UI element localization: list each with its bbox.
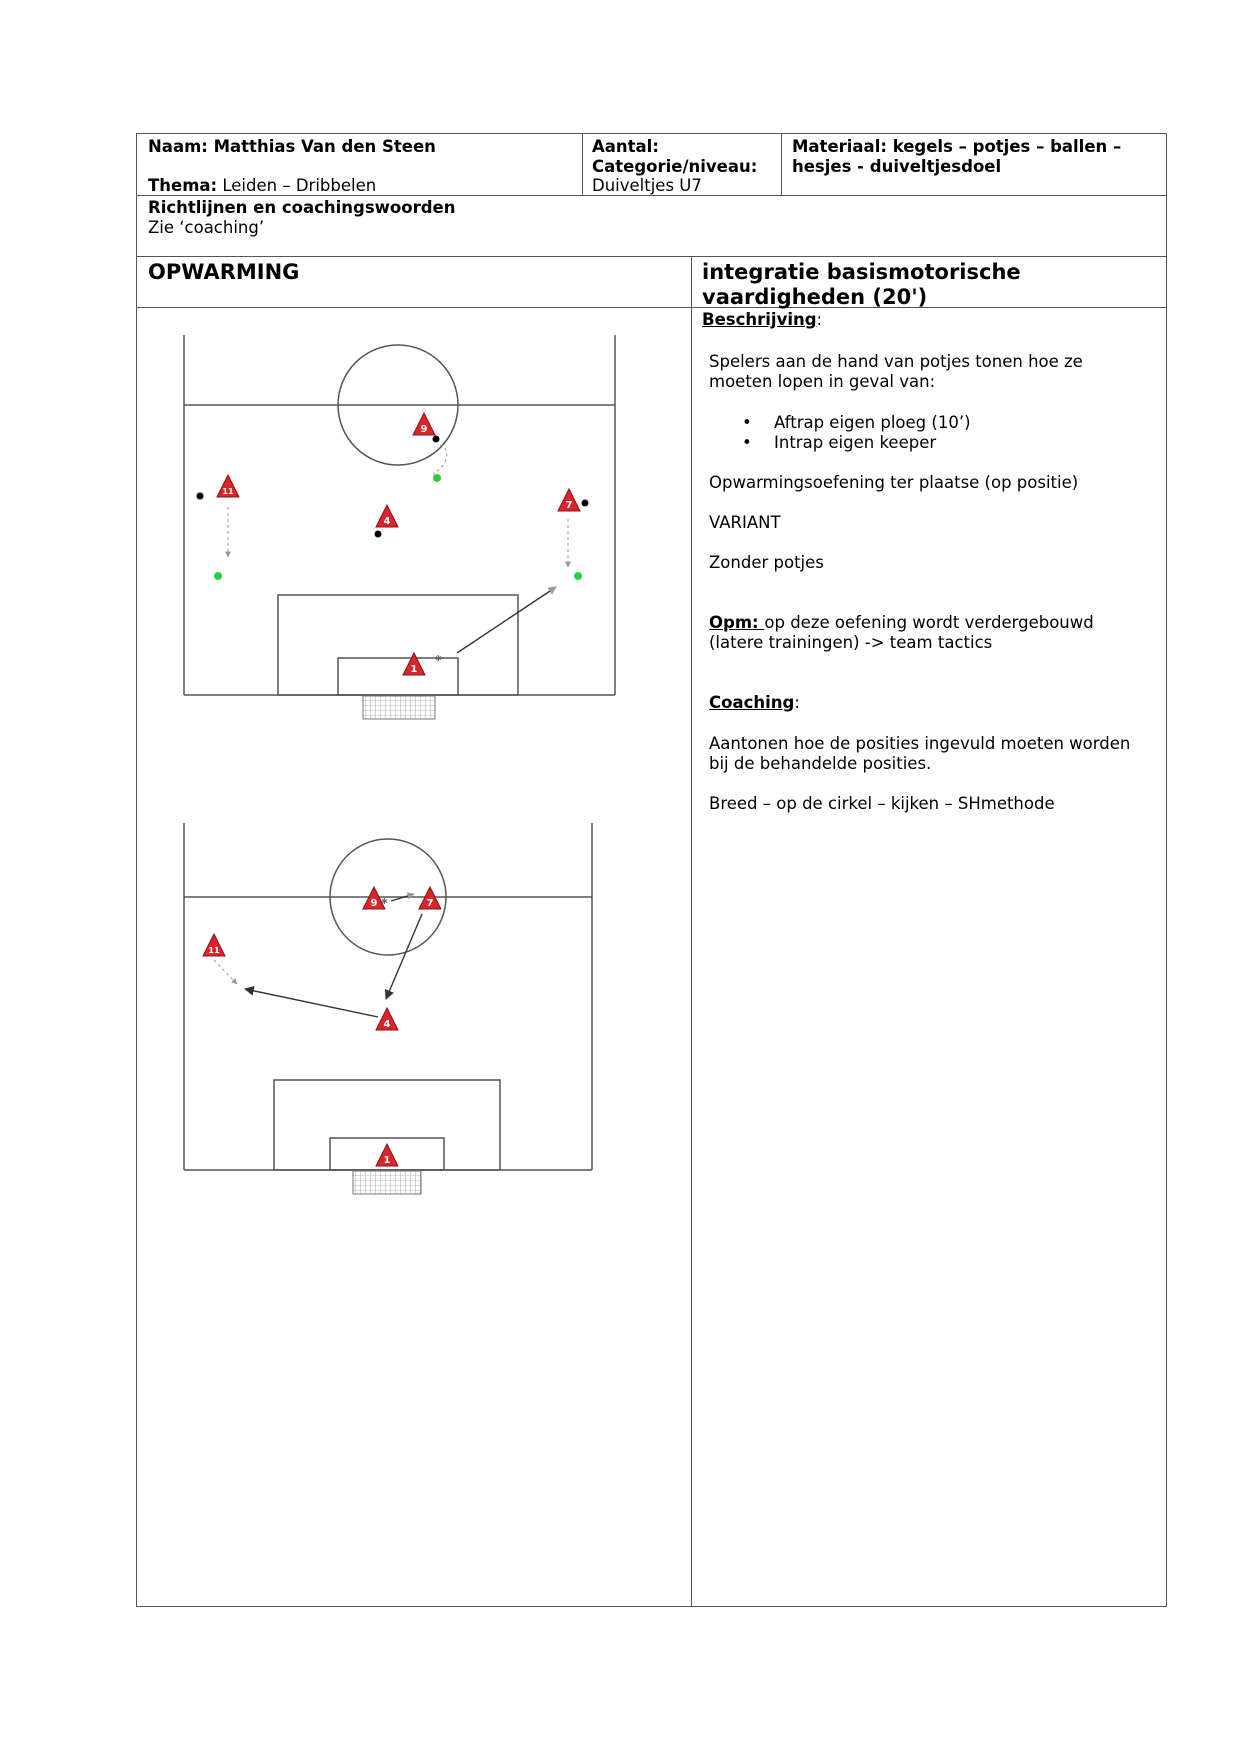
remark-text: op deze oefening wordt verdergebouwd xyxy=(764,613,1094,632)
intro-line-2: moeten lopen in geval van: xyxy=(709,372,936,391)
divider xyxy=(691,256,692,1606)
divider xyxy=(137,256,1166,257)
svg-text:1: 1 xyxy=(410,664,418,675)
list-item: • Aftrap eigen ploeg (10’) xyxy=(742,413,971,433)
coaching-tips: Breed – op de cirkel – kijken – SHmethode xyxy=(709,794,1055,813)
coaching-line-1: Aantonen hoe de posities ingevuld moeten worden xyxy=(709,734,1131,753)
list-item: • Intrap eigen keeper xyxy=(742,433,971,453)
count-label: Aantal: xyxy=(592,137,659,156)
field-diagram-1 xyxy=(170,325,630,730)
goal-net xyxy=(353,1171,421,1194)
coaching-line-2: bij de behandelde posities. xyxy=(709,754,932,773)
material-line-1: Materiaal: kegels – potjes – ballen – xyxy=(792,137,1122,156)
divider xyxy=(137,307,1166,308)
category-label: Categorie/niveau: xyxy=(592,157,758,176)
svg-text:11: 11 xyxy=(222,487,234,496)
goal-net xyxy=(363,696,435,719)
remark-line-1 xyxy=(709,613,1094,633)
description-colon: : xyxy=(816,310,823,329)
svg-text:4: 4 xyxy=(383,516,391,527)
theme-value: Leiden – Dribbelen xyxy=(222,176,377,195)
cone xyxy=(433,474,441,482)
cone xyxy=(214,572,222,580)
variant-label: VARIANT xyxy=(709,513,781,532)
coach-name: Naam: Matthias Van den Steen xyxy=(148,137,436,156)
svg-text:7: 7 xyxy=(426,898,434,909)
svg-text:9: 9 xyxy=(420,424,428,435)
description-heading-row xyxy=(702,310,822,330)
coaching-colon: : xyxy=(794,693,800,712)
ball-marker: ✱ xyxy=(435,654,442,663)
right-title-line-1: integratie basismotorische xyxy=(702,260,1021,284)
field-diagram-2 xyxy=(170,820,600,1205)
variant-description: Zonder potjes xyxy=(709,553,824,572)
ball xyxy=(433,436,440,443)
pitch-lines xyxy=(184,823,592,1170)
divider xyxy=(781,134,782,195)
situation-list xyxy=(742,413,971,453)
theme-label: Thema: xyxy=(148,176,218,195)
ball-marker: ✱ xyxy=(381,897,388,906)
theme-field xyxy=(148,176,376,196)
player-marker-1 xyxy=(403,653,425,675)
left-section-title: OPWARMING xyxy=(148,260,300,284)
player-marker-7 xyxy=(419,887,441,909)
player-marker-11 xyxy=(203,934,225,956)
ball xyxy=(582,500,589,507)
category-value: Duiveltjes U7 xyxy=(592,176,702,195)
player-marker-4 xyxy=(376,1008,398,1030)
svg-text:9: 9 xyxy=(370,898,378,909)
material-line-2: hesjes - duiveltjesdoel xyxy=(792,157,1002,176)
remark-line-2: (latere trainingen) -> team tactics xyxy=(709,633,993,652)
player-marker-1 xyxy=(376,1144,398,1166)
movement-paths xyxy=(228,445,568,653)
coaching-heading: Coaching xyxy=(709,693,795,712)
coaching-heading-row xyxy=(709,693,800,713)
intro-line-1: Spelers aan de hand van potjes tonen hoe ze xyxy=(709,352,1083,371)
exercise-text: Opwarmingsoefening ter plaatse (op positie) xyxy=(709,473,1079,492)
player-marker-9 xyxy=(413,413,435,435)
description-heading: Beschrijving xyxy=(702,310,817,329)
cone xyxy=(574,572,582,580)
right-title-line-2: vaardigheden (20') xyxy=(702,285,928,309)
pitch-lines xyxy=(184,335,615,695)
ball xyxy=(375,531,382,538)
player-markers xyxy=(203,887,441,1166)
player-marker-7 xyxy=(558,489,580,511)
svg-text:1: 1 xyxy=(383,1155,391,1166)
guidelines-label: Richtlijnen en coachingswoorden xyxy=(148,198,456,217)
player-marker-11 xyxy=(217,475,239,497)
divider xyxy=(582,134,583,195)
remark-label: Opm: xyxy=(709,613,765,632)
player-markers xyxy=(217,413,580,675)
ball xyxy=(197,493,204,500)
svg-text:11: 11 xyxy=(208,946,220,955)
svg-text:7: 7 xyxy=(565,500,573,511)
guidelines-value: Zie ‘coaching’ xyxy=(148,218,265,237)
svg-text:4: 4 xyxy=(383,1019,391,1030)
player-marker-4 xyxy=(376,505,398,527)
